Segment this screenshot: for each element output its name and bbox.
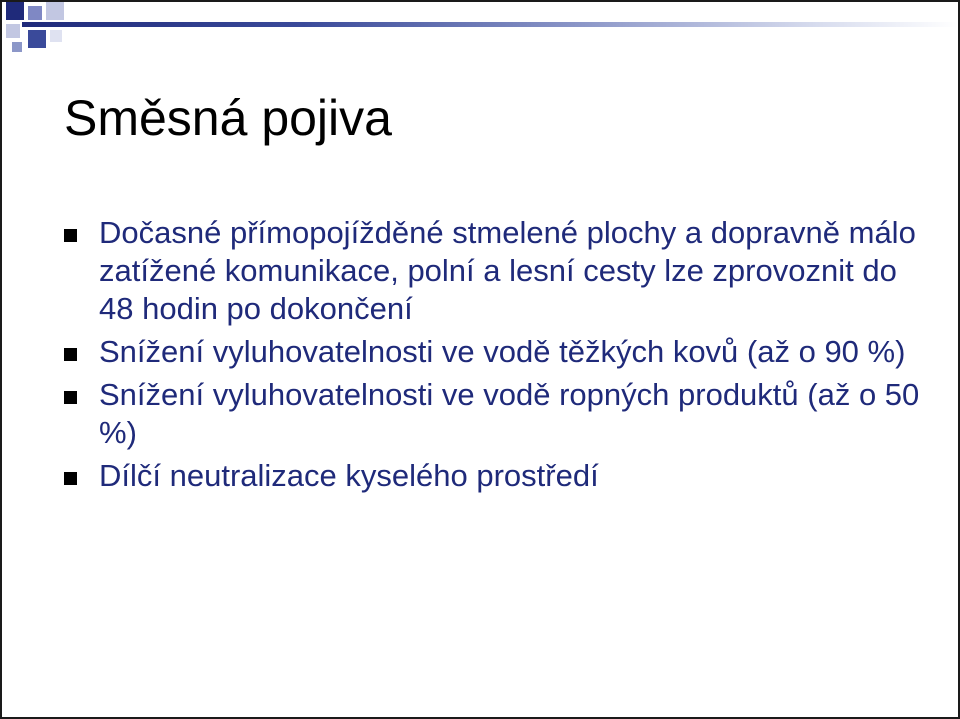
decorative-square <box>6 2 24 20</box>
bullet-item <box>62 457 922 495</box>
bullet-text: Snížení vyluhovatelnosti ve vodě ropných produktů (až o 50 %) <box>99 377 920 450</box>
bullet-text: Dočasné přímopojížděné stmelené plochy a dopravně málo zatížené komunikace, polní a lesní cesty lze zprovoznit do 48 hodin po dokončení <box>99 215 916 326</box>
square-bullet-icon <box>64 348 77 361</box>
header-gradient-line <box>22 22 958 27</box>
square-bullet-icon <box>64 472 77 485</box>
bullet-text: Dílčí neutralizace kyselého prostředí <box>99 458 599 493</box>
square-bullet-icon <box>64 391 77 404</box>
decorative-square <box>50 30 62 42</box>
square-bullet-icon <box>64 229 77 242</box>
decorative-square <box>28 30 46 48</box>
bullet-item <box>62 333 922 371</box>
bullet-item <box>62 214 922 328</box>
bullet-item <box>62 376 922 452</box>
decorative-square <box>12 42 22 52</box>
slide-title: Směsná pojiva <box>64 90 392 146</box>
decorative-square <box>6 24 20 38</box>
bullet-list <box>62 214 922 500</box>
decorative-header-band <box>2 2 958 58</box>
decorative-square <box>28 6 42 20</box>
decorative-square <box>46 2 64 20</box>
bullet-text: Snížení vyluhovatelnosti ve vodě těžkých kovů (až o 90 %) <box>99 334 906 369</box>
